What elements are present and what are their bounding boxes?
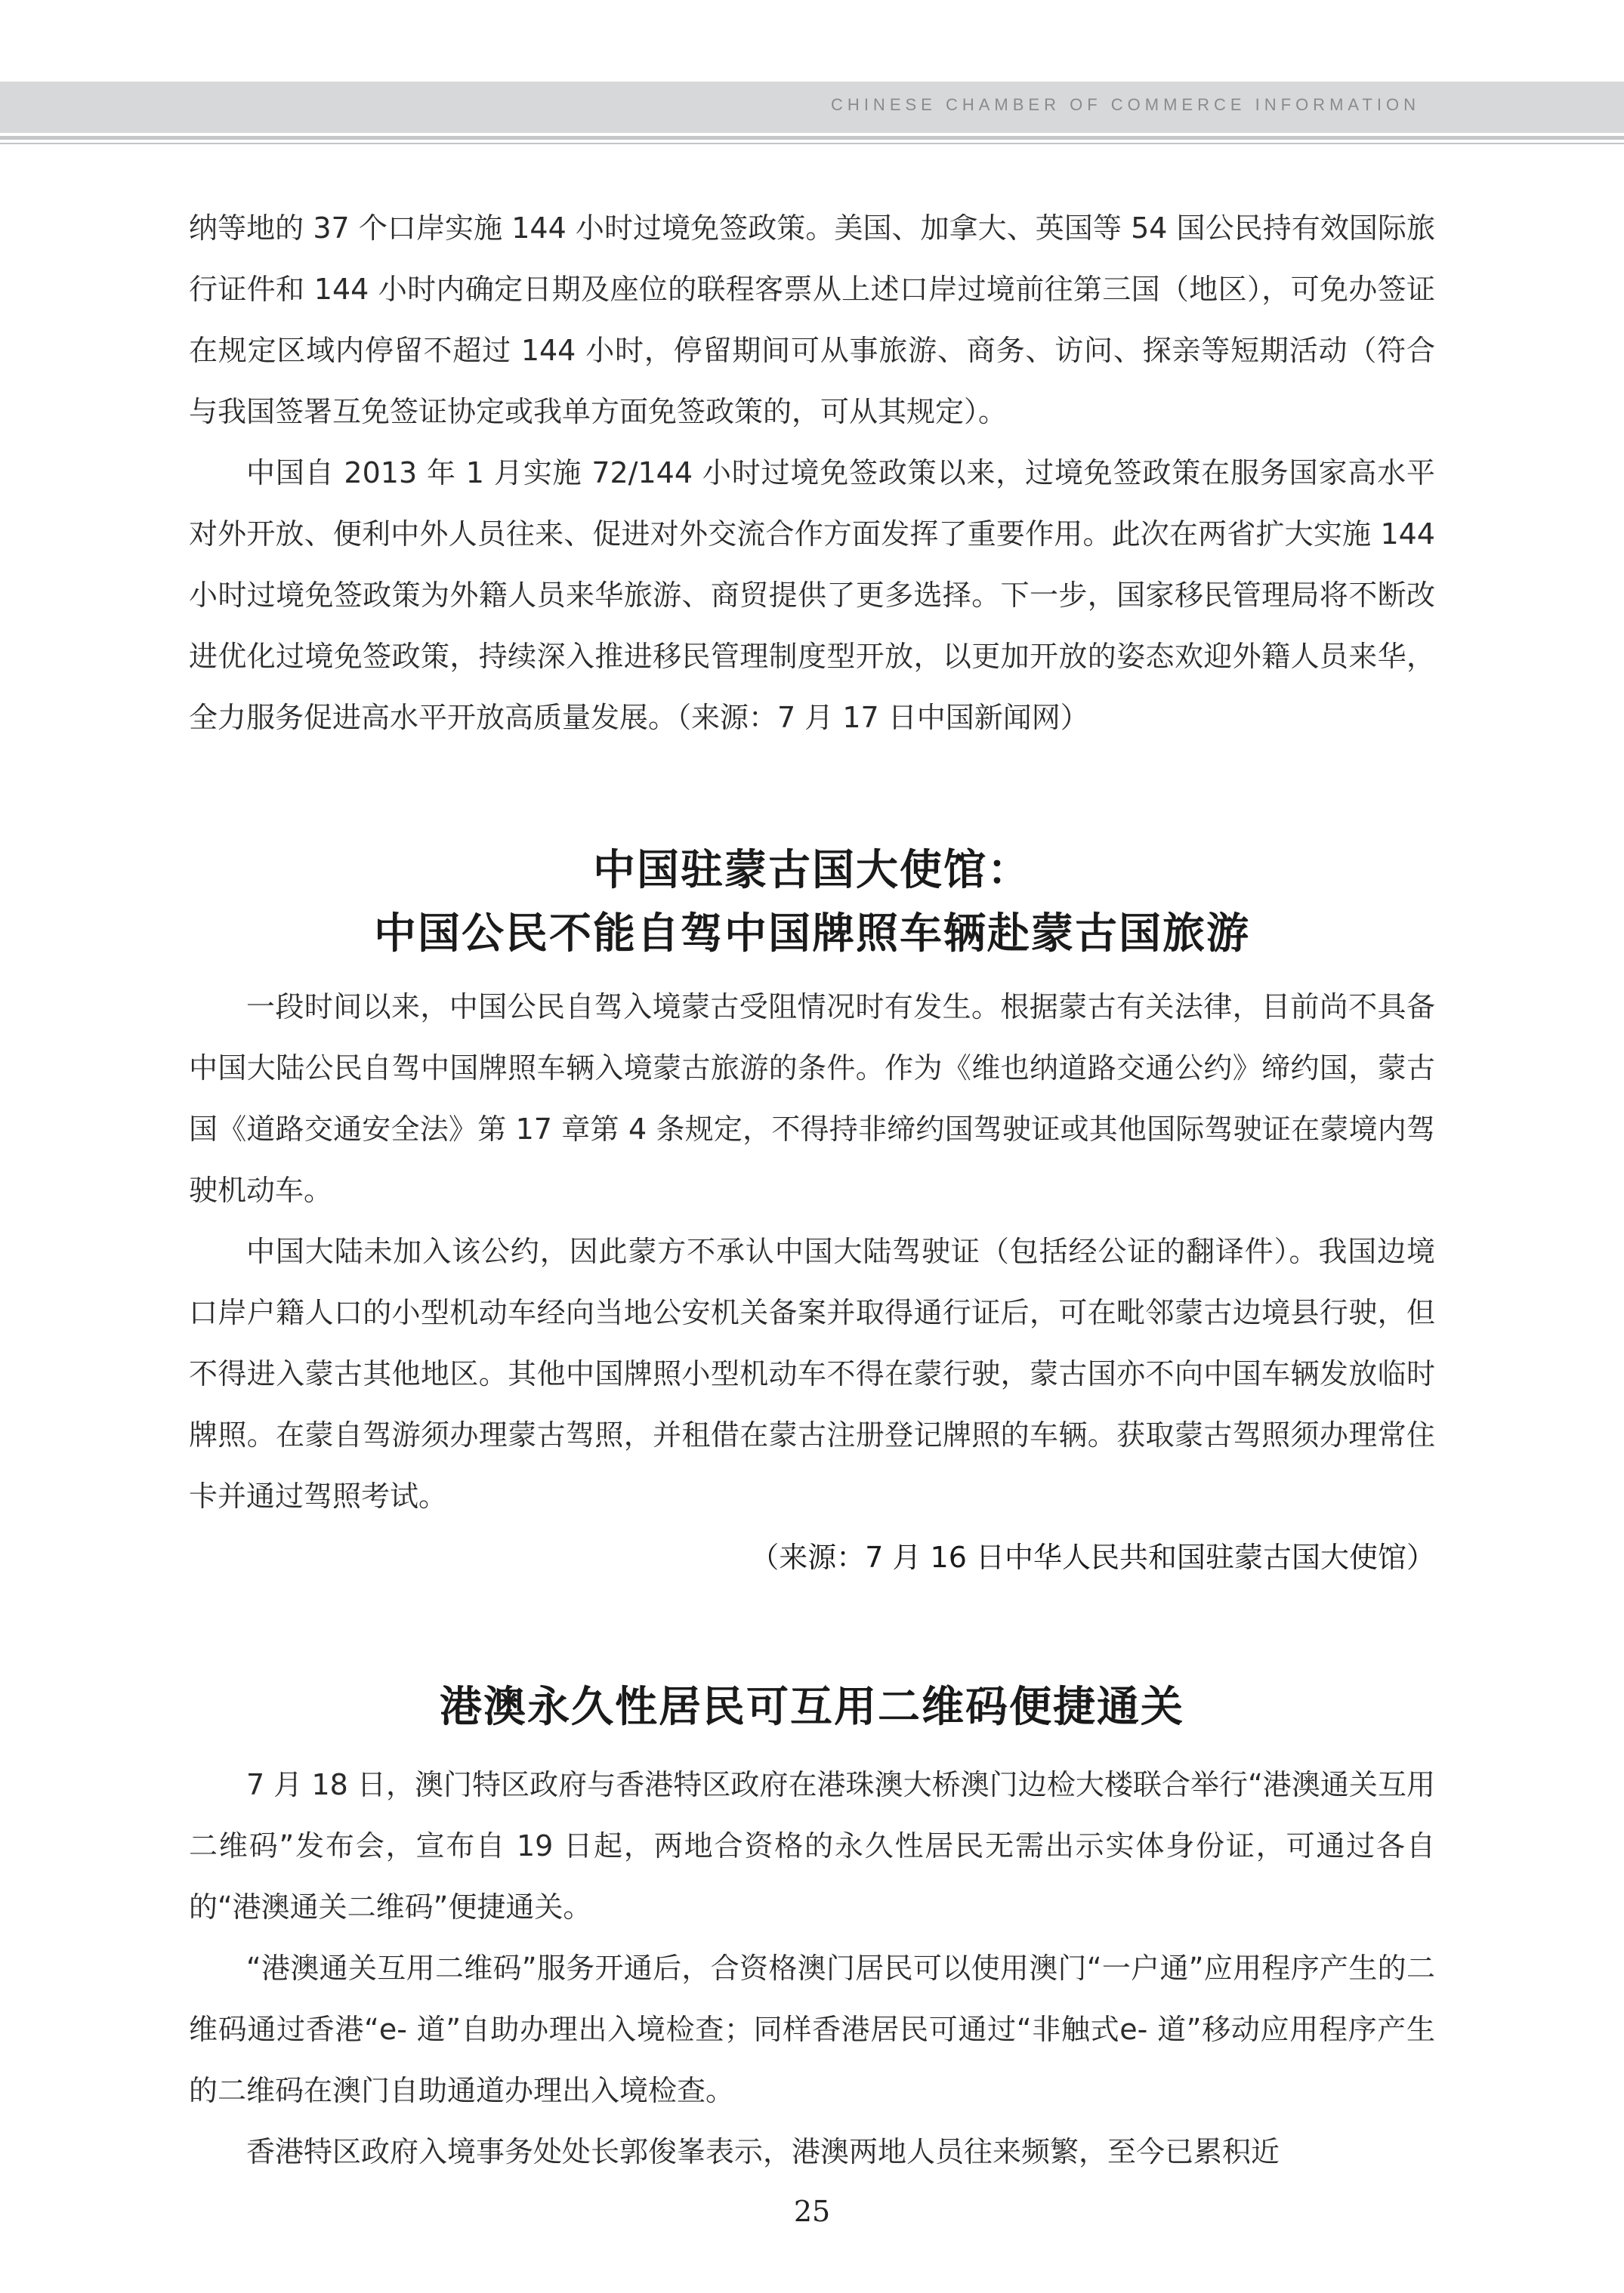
article2-paragraph-2: 中国大陆未加入该公约，因此蒙方不承认中国大陆驾驶证（包括经公证的翻译件）。我国边境口岸户籍人口的小型机动车经向当地公安机关备案并取得通行证后，可在毗邻蒙古边境县行驶，但不得进入蒙古其他地区。其他中国牌照小型机动车不得在蒙行驶，蒙古国亦不向中国车辆发放临时牌照。在蒙自驾游须办理蒙古驾照，并租借在蒙古注册登记牌照的车辆。获取蒙古驾照须办理常住卡并通过驾照考试。 (189, 1235, 1435, 1513)
article1-paragraph-2: 中国自 2013 年 1 月实施 72/144 小时过境免签政策以来，过境免签政策在服务国家高水平对外开放、便利中外人员往来、促进对外交流合作方面发挥了重要作用。此次在两省扩大实施 144 小时过境免签政策为外籍人员来华旅游、商贸提供了更多选择。下一步，国家移民管理局将不断改进优化过境免签政策，持续深入推进移民管理制度型开放，以更加开放的姿态欢迎外籍人员来华，全力服务促进高水平开放高质量发展。（来源：7 月 17 日中国新闻网） (189, 456, 1435, 734)
page-content (189, 198, 1435, 2183)
header-rule-thin (0, 143, 1624, 144)
article2-title-line-1: 中国驻蒙古国大使馆： (593, 846, 1031, 895)
article3-paragraph-1: 7 月 18 日，澳门特区政府与香港特区政府在港珠澳大桥澳门边检大楼联合举行“港澳通关互用二维码”发布会，宣布自 19 日起，两地合资格的永久性居民无需出示实体身份证，可通过各自的“港澳通关二维码”便捷通关。 (189, 1768, 1435, 1924)
article3-paragraph-2: “港澳通关互用二维码”服务开通后，合资格澳门居民可以使用澳门“一户通”应用程序产生的二维码通过香港“e- 道”自助办理出入境检查；同样香港居民可通过“非触式e- 道”移动应用程序产生的二维码在澳门自助通道办理出入境检查。 (189, 1952, 1435, 2107)
article2-source: （来源：7 月 16 日中华人民共和国驻蒙古国大使馆） (750, 1541, 1435, 1574)
header-rule (0, 136, 1624, 140)
article3-title: 港澳永久性居民可互用二维码便捷通关 (440, 1683, 1184, 1732)
article1-paragraph-1: 纳等地的 37 个口岸实施 144 小时过境免签政策。美国、加拿大、英国等 54 国公民持有效国际旅行证件和 144 小时内确定日期及座位的联程客票从上述口岸过境前往第三国（地区），可免办签证在规定区域内停留不超过 144 小时，停留期间可从事旅游、商务、访问、探亲等短期活动（符合与我国签署互免签证协定或我单方面免签政策的，可从其规定）。 (189, 211, 1435, 428)
page-number: 25 (793, 2195, 831, 2228)
article2-paragraph-1: 一段时间以来，中国公民自驾入境蒙古受阻情况时有发生。根据蒙古有关法律，目前尚不具备中国大陆公民自驾中国牌照车辆入境蒙古旅游的条件。作为《维也纳道路交通公约》缔约国，蒙古国《道路交通安全法》第 17 章第 4 条规定，不得持非缔约国驾驶证或其他国际驾驶证在蒙境内驾驶机动车。 (189, 990, 1435, 1207)
article-hk-macao-qr-code (189, 1676, 1435, 2183)
article-transit-visa-continued (189, 198, 1435, 748)
article2-title-line-2: 中国公民不能自驾中国牌照车辆赴蒙古国旅游 (374, 909, 1250, 958)
article-mongolia-embassy (189, 839, 1435, 1588)
article3-paragraph-3: 香港特区政府入境事务处处长郭俊峯表示，港澳两地人员往来频繁，至今已累积近 (246, 2135, 1280, 2168)
header-banner-text: CHINESE CHAMBER OF COMMERCE INFORMATION (831, 95, 1420, 114)
